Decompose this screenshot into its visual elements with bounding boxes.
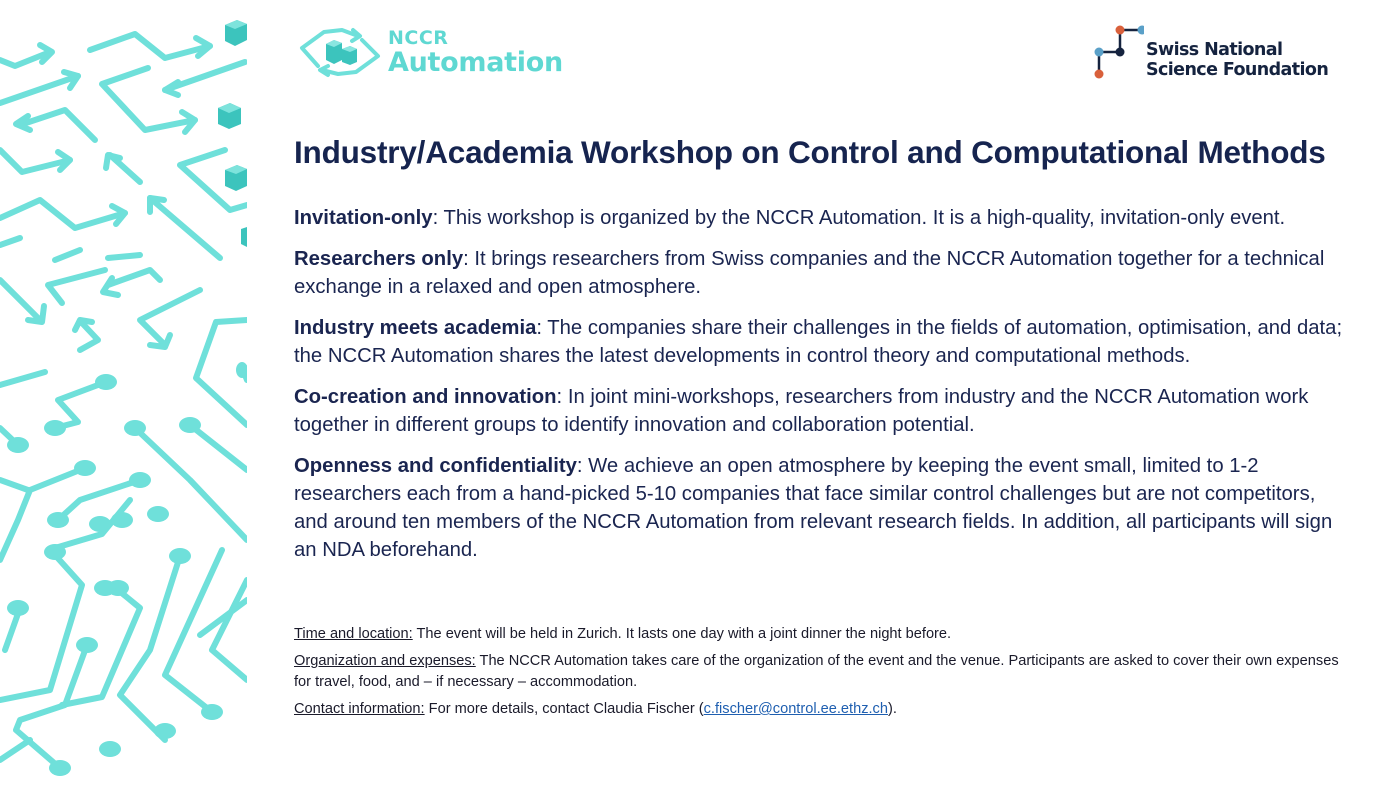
time-location-label: Time and location: [294,626,413,642]
contact-label: Contact information: [294,701,425,717]
time-location-text: The event will be held in Zurich. It lasts one day with a joint dinner the night before. [412,626,952,642]
paragraph-openness [294,452,1354,564]
paragraph-text: : We achieve an open atmosphere by keeping the event small, limited to 1-2 researchers each from a hand-picked 5-10 companies that face similar control challenges but are not competitors, and around ten members of the NCCR Automation from relevant research fields. In addition, all participants will sign an NDA beforehand. [294,455,1333,561]
paragraph-label: Co-creation and innovation [294,386,557,408]
snsf-logo-line1: Swiss National [1146,40,1283,60]
paragraph-label: Industry meets academia [294,317,537,339]
organization-text: The NCCR Automation takes care of the organization of the event and the venue. Participants are asked to cover their own expenses for travel, food, and – if necessary – accommodation. [294,653,1339,690]
paragraph-text: : This workshop is organized by the NCCR Automation. It is a high-quality, invitation-only event. [432,207,1286,229]
nccr-cubes-cycle-icon [298,26,382,78]
paragraph-text: : In joint mini-workshops, researchers from industry and the NCCR Automation work together in different groups to identify innovation and collaboration potential. [294,386,1309,436]
contact-text-before: For more details, contact Claudia Fischer ( [424,701,704,717]
time-and-location [294,624,1354,645]
paragraph-text: : It brings researchers from Swiss companies and the NCCR Automation together for a technical exchange in a relaxed and open atmosphere. [294,248,1325,298]
nccr-logo-line2: Automation [388,46,563,78]
contact-email-link[interactable]: c.fischer@control.ee.ethz.ch [703,701,888,717]
contact-information [294,699,1354,720]
decorative-circuit-pattern [0,0,247,787]
snsf-network-nodes-icon [1092,22,1144,82]
page-title: Industry/Academia Workshop on Control and Computational Methods [294,134,1326,170]
paragraph-researchers-only [294,245,1354,301]
nccr-logo-line1: NCCR [388,26,449,49]
event-details-footer [294,624,1354,726]
circuit-arrows-icon [0,0,247,787]
snsf-logo-line2: Science Foundation [1146,60,1329,80]
paragraph-label: Openness and confidentiality [294,455,577,477]
paragraph-label: Researchers only [294,248,464,270]
paragraph-label: Invitation-only [294,207,433,229]
snsf-logo [1092,22,1328,82]
workshop-description [294,204,1354,577]
cube-icons [218,20,247,247]
contact-text-after: ). [887,701,897,717]
organization-and-expenses [294,651,1354,693]
paragraph-co-creation [294,383,1354,439]
paragraph-invitation-only [294,204,1354,232]
paragraph-text: : The companies share their challenges in the fields of automation, optimisation, and data; the NCCR Automation shares the latest developments in control theory and computational methods. [294,317,1343,367]
paragraph-industry-meets-academia [294,314,1354,370]
nccr-automation-logo [298,26,563,78]
organization-label: Organization and expenses: [294,653,476,669]
